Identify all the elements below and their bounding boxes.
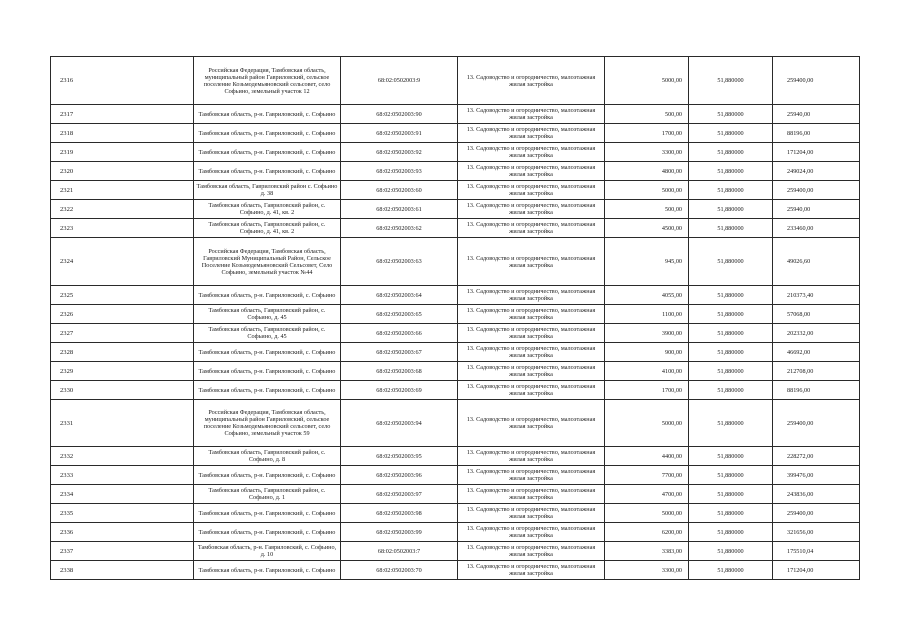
- land-use-cell: 13. Садоводство и огородничество, малоэтажная жилая застройка: [458, 286, 605, 305]
- cadastral-value-cell: 321656,00: [773, 523, 860, 542]
- specific-value-cell: 51,880000: [689, 362, 773, 381]
- land-use-cell: 13. Садоводство и огородничество, малоэтажная жилая застройка: [458, 143, 605, 162]
- land-use-cell: 13. Садоводство и огородничество, малоэтажная жилая застройка: [458, 561, 605, 580]
- land-use-cell: 13. Садоводство и огородничество, малоэтажная жилая застройка: [458, 219, 605, 238]
- land-use-cell: 13. Садоводство и огородничество, малоэтажная жилая застройка: [458, 200, 605, 219]
- area-cell: 1700,00: [605, 124, 689, 143]
- row-number-cell: 2320: [51, 162, 194, 181]
- area-cell: 1700,00: [605, 381, 689, 400]
- address-cell: Тамбовская область, Гавриловский район с. Софьино д. 38: [194, 181, 341, 200]
- area-cell: 5000,00: [605, 504, 689, 523]
- address-cell: Тамбовская область, Гавриловский район, с. Софьино, д. 8: [194, 447, 341, 466]
- cadastral-number-cell: 68:02:0502003:7: [341, 542, 458, 561]
- specific-value-cell: 51,880000: [689, 57, 773, 105]
- specific-value-cell: 51,880000: [689, 343, 773, 362]
- specific-value-cell: 51,880000: [689, 542, 773, 561]
- cadastral-value-table: [50, 56, 860, 580]
- address-cell: Тамбовская область, Гавриловский район, с. Софьино, д. 41, кв. 2: [194, 200, 341, 219]
- row-number-cell: 2336: [51, 523, 194, 542]
- cadastral-number-cell: 68:02:0502003:99: [341, 523, 458, 542]
- address-cell: Тамбовская область, Гавриловский район, с. Софьино, д. 45: [194, 324, 341, 343]
- table-row: [51, 485, 860, 504]
- cadastral-number-cell: 68:02:0502003:9: [341, 57, 458, 105]
- cadastral-number-cell: 68:02:0502003:96: [341, 466, 458, 485]
- cadastral-number-cell: 68:02:0502003:65: [341, 305, 458, 324]
- land-use-cell: 13. Садоводство и огородничество, малоэтажная жилая застройка: [458, 57, 605, 105]
- specific-value-cell: 51,880000: [689, 105, 773, 124]
- specific-value-cell: 51,880000: [689, 219, 773, 238]
- area-cell: 3300,00: [605, 143, 689, 162]
- cadastral-value-cell: 399476,00: [773, 466, 860, 485]
- cadastral-number-cell: 68:02:0502003:70: [341, 561, 458, 580]
- land-use-cell: 13. Садоводство и огородничество, малоэтажная жилая застройка: [458, 381, 605, 400]
- specific-value-cell: 51,880000: [689, 286, 773, 305]
- table-row: [51, 504, 860, 523]
- row-number-cell: 2328: [51, 343, 194, 362]
- cadastral-number-cell: 68:02:0502003:66: [341, 324, 458, 343]
- land-use-cell: 13. Садоводство и огородничество, малоэтажная жилая застройка: [458, 523, 605, 542]
- address-cell: Тамбовская область, р-н. Гавриловский, с. Софьино: [194, 381, 341, 400]
- specific-value-cell: 51,880000: [689, 181, 773, 200]
- area-cell: 5000,00: [605, 57, 689, 105]
- cadastral-number-cell: 68:02:0502003:98: [341, 504, 458, 523]
- table-row: [51, 362, 860, 381]
- row-number-cell: 2318: [51, 124, 194, 143]
- cadastral-value-cell: 243836,00: [773, 485, 860, 504]
- land-use-cell: 13. Садоводство и огородничество, малоэтажная жилая застройка: [458, 238, 605, 286]
- address-cell: Тамбовская область, р-н. Гавриловский, с. Софьино: [194, 466, 341, 485]
- table-row: [51, 238, 860, 286]
- row-number-cell: 2324: [51, 238, 194, 286]
- table-row: [51, 124, 860, 143]
- address-cell: Тамбовская область, Гавриловский район, с. Софьино, д. 45: [194, 305, 341, 324]
- row-number-cell: 2325: [51, 286, 194, 305]
- table-row: [51, 324, 860, 343]
- cadastral-value-cell: 175510,04: [773, 542, 860, 561]
- specific-value-cell: 51,880000: [689, 200, 773, 219]
- row-number-cell: 2319: [51, 143, 194, 162]
- row-number-cell: 2317: [51, 105, 194, 124]
- specific-value-cell: 51,880000: [689, 238, 773, 286]
- row-number-cell: 2326: [51, 305, 194, 324]
- land-use-cell: 13. Садоводство и огородничество, малоэтажная жилая застройка: [458, 542, 605, 561]
- specific-value-cell: 51,880000: [689, 162, 773, 181]
- cadastral-number-cell: 68:02:0502003:68: [341, 362, 458, 381]
- cadastral-value-cell: 25940,00: [773, 105, 860, 124]
- cadastral-value-cell: 259400,00: [773, 504, 860, 523]
- table-row: [51, 57, 860, 105]
- address-cell: Тамбовская область, р-н. Гавриловский, с. Софьино, д. 10: [194, 542, 341, 561]
- cadastral-value-cell: 171204,00: [773, 143, 860, 162]
- cadastral-number-cell: 68:02:0502003:61: [341, 200, 458, 219]
- land-use-cell: 13. Садоводство и огородничество, малоэтажная жилая застройка: [458, 324, 605, 343]
- address-cell: Тамбовская область, р-н. Гавриловский, с. Софьино: [194, 523, 341, 542]
- area-cell: 900,00: [605, 343, 689, 362]
- land-use-cell: 13. Садоводство и огородничество, малоэтажная жилая застройка: [458, 400, 605, 447]
- row-number-cell: 2316: [51, 57, 194, 105]
- table-row: [51, 561, 860, 580]
- area-cell: 4055,00: [605, 286, 689, 305]
- cadastral-number-cell: 68:02:0502003:91: [341, 124, 458, 143]
- land-use-cell: 13. Садоводство и огородничество, малоэтажная жилая застройка: [458, 162, 605, 181]
- area-cell: 4100,00: [605, 362, 689, 381]
- table-row: [51, 381, 860, 400]
- specific-value-cell: 51,880000: [689, 561, 773, 580]
- table-body: [51, 57, 860, 580]
- area-cell: 3300,00: [605, 561, 689, 580]
- address-cell: Российская Федерация, Тамбовская область, муниципальный район Гавриловский, сельское поселение Козьмодемьяновский сельсовет, село Софьино, земельный участок 59: [194, 400, 341, 447]
- cadastral-value-cell: 88196,00: [773, 381, 860, 400]
- table-row: [51, 286, 860, 305]
- land-use-cell: 13. Садоводство и огородничество, малоэтажная жилая застройка: [458, 124, 605, 143]
- row-number-cell: 2330: [51, 381, 194, 400]
- area-cell: 945,00: [605, 238, 689, 286]
- table-row: [51, 447, 860, 466]
- address-cell: Тамбовская область, р-н. Гавриловский, с. Софьино: [194, 504, 341, 523]
- address-cell: Тамбовская область, Гавриловский район, с. Софьино, д. 41, кв. 2: [194, 219, 341, 238]
- table-row: [51, 219, 860, 238]
- address-cell: Тамбовская область, р-н. Гавриловский, с. Софьино: [194, 124, 341, 143]
- row-number-cell: 2337: [51, 542, 194, 561]
- area-cell: 4400,00: [605, 447, 689, 466]
- area-cell: 1100,00: [605, 305, 689, 324]
- specific-value-cell: 51,880000: [689, 466, 773, 485]
- area-cell: 5000,00: [605, 400, 689, 447]
- cadastral-value-cell: 212708,00: [773, 362, 860, 381]
- land-use-cell: 13. Садоводство и огородничество, малоэтажная жилая застройка: [458, 181, 605, 200]
- cadastral-value-cell: 88196,00: [773, 124, 860, 143]
- cadastral-value-cell: 25940,00: [773, 200, 860, 219]
- address-cell: Тамбовская область, р-н. Гавриловский, с. Софьино: [194, 362, 341, 381]
- specific-value-cell: 51,880000: [689, 124, 773, 143]
- area-cell: 4500,00: [605, 219, 689, 238]
- row-number-cell: 2334: [51, 485, 194, 504]
- specific-value-cell: 51,880000: [689, 523, 773, 542]
- specific-value-cell: 51,880000: [689, 381, 773, 400]
- row-number-cell: 2327: [51, 324, 194, 343]
- land-use-cell: 13. Садоводство и огородничество, малоэтажная жилая застройка: [458, 305, 605, 324]
- table-row: [51, 181, 860, 200]
- cadastral-number-cell: 68:02:0502003:93: [341, 162, 458, 181]
- cadastral-number-cell: 68:02:0502003:94: [341, 400, 458, 447]
- cadastral-value-cell: 233460,00: [773, 219, 860, 238]
- area-cell: 7700,00: [605, 466, 689, 485]
- table-row: [51, 162, 860, 181]
- address-cell: Тамбовская область, р-н. Гавриловский, с. Софьино: [194, 143, 341, 162]
- land-use-cell: 13. Садоводство и огородничество, малоэтажная жилая застройка: [458, 343, 605, 362]
- address-cell: Тамбовская область, р-н. Гавриловский, с. Софьино: [194, 162, 341, 181]
- cadastral-number-cell: 68:02:0502003:67: [341, 343, 458, 362]
- row-number-cell: 2331: [51, 400, 194, 447]
- cadastral-number-cell: 68:02:0502003:63: [341, 238, 458, 286]
- specific-value-cell: 51,880000: [689, 305, 773, 324]
- address-cell: Тамбовская область, р-н. Гавриловский, с. Софьино: [194, 105, 341, 124]
- cadastral-number-cell: 68:02:0502003:64: [341, 286, 458, 305]
- cadastral-value-cell: 57068,00: [773, 305, 860, 324]
- table-row: [51, 105, 860, 124]
- cadastral-number-cell: 68:02:0502003:60: [341, 181, 458, 200]
- specific-value-cell: 51,880000: [689, 504, 773, 523]
- table-row: [51, 466, 860, 485]
- cadastral-value-cell: 259400,00: [773, 181, 860, 200]
- cadastral-value-cell: 259400,00: [773, 400, 860, 447]
- address-cell: Тамбовская область, р-н. Гавриловский, с. Софьино: [194, 286, 341, 305]
- cadastral-value-cell: 202332,00: [773, 324, 860, 343]
- table-row: [51, 343, 860, 362]
- specific-value-cell: 51,880000: [689, 447, 773, 466]
- land-use-cell: 13. Садоводство и огородничество, малоэтажная жилая застройка: [458, 485, 605, 504]
- land-use-cell: 13. Садоводство и огородничество, малоэтажная жилая застройка: [458, 447, 605, 466]
- address-cell: Тамбовская область, р-н. Гавриловский, с. Софьино: [194, 561, 341, 580]
- row-number-cell: 2321: [51, 181, 194, 200]
- row-number-cell: 2332: [51, 447, 194, 466]
- address-cell: Российская Федерация, Тамбовская область, муниципальный район Гавриловский, сельское поселение Козьмодемьяновский сельсовет, село Софьино, земельный участок 12: [194, 57, 341, 105]
- land-use-cell: 13. Садоводство и огородничество, малоэтажная жилая застройка: [458, 504, 605, 523]
- cadastral-value-cell: 49026,60: [773, 238, 860, 286]
- table-row: [51, 542, 860, 561]
- table-row: [51, 305, 860, 324]
- land-use-cell: 13. Садоводство и огородничество, малоэтажная жилая застройка: [458, 466, 605, 485]
- cadastral-value-cell: 46692,00: [773, 343, 860, 362]
- address-cell: Российская Федерация, Тамбовская область, Гавриловский Муниципальный Район, Сельское Поселение Козьмодемьяновский Сельсовет, Село Софьино, земельный участок №44: [194, 238, 341, 286]
- cadastral-value-cell: 228272,00: [773, 447, 860, 466]
- row-number-cell: 2329: [51, 362, 194, 381]
- land-use-cell: 13. Садоводство и огородничество, малоэтажная жилая застройка: [458, 362, 605, 381]
- specific-value-cell: 51,880000: [689, 324, 773, 343]
- address-cell: Тамбовская область, р-н. Гавриловский, с. Софьино: [194, 343, 341, 362]
- specific-value-cell: 51,880000: [689, 143, 773, 162]
- address-cell: Тамбовская область, Гавриловский район, с. Софьино, д. 1: [194, 485, 341, 504]
- area-cell: 6200,00: [605, 523, 689, 542]
- cadastral-number-cell: 68:02:0502003:69: [341, 381, 458, 400]
- specific-value-cell: 51,880000: [689, 400, 773, 447]
- area-cell: 4700,00: [605, 485, 689, 504]
- row-number-cell: 2333: [51, 466, 194, 485]
- area-cell: 500,00: [605, 200, 689, 219]
- table-row: [51, 523, 860, 542]
- cadastral-value-cell: 249024,00: [773, 162, 860, 181]
- cadastral-number-cell: 68:02:0502003:97: [341, 485, 458, 504]
- cadastral-value-cell: 171204,00: [773, 561, 860, 580]
- row-number-cell: 2338: [51, 561, 194, 580]
- area-cell: 4800,00: [605, 162, 689, 181]
- table-row: [51, 400, 860, 447]
- cadastral-value-cell: 259400,00: [773, 57, 860, 105]
- cadastral-number-cell: 68:02:0502003:90: [341, 105, 458, 124]
- specific-value-cell: 51,880000: [689, 485, 773, 504]
- cadastral-number-cell: 68:02:0502003:95: [341, 447, 458, 466]
- row-number-cell: 2322: [51, 200, 194, 219]
- row-number-cell: 2323: [51, 219, 194, 238]
- area-cell: 3383,00: [605, 542, 689, 561]
- area-cell: 5000,00: [605, 181, 689, 200]
- row-number-cell: 2335: [51, 504, 194, 523]
- land-use-cell: 13. Садоводство и огородничество, малоэтажная жилая застройка: [458, 105, 605, 124]
- cadastral-value-cell: 210373,40: [773, 286, 860, 305]
- area-cell: 500,00: [605, 105, 689, 124]
- cadastral-number-cell: 68:02:0502003:92: [341, 143, 458, 162]
- area-cell: 3900,00: [605, 324, 689, 343]
- cadastral-number-cell: 68:02:0502003:62: [341, 219, 458, 238]
- table-row: [51, 200, 860, 219]
- table-row: [51, 143, 860, 162]
